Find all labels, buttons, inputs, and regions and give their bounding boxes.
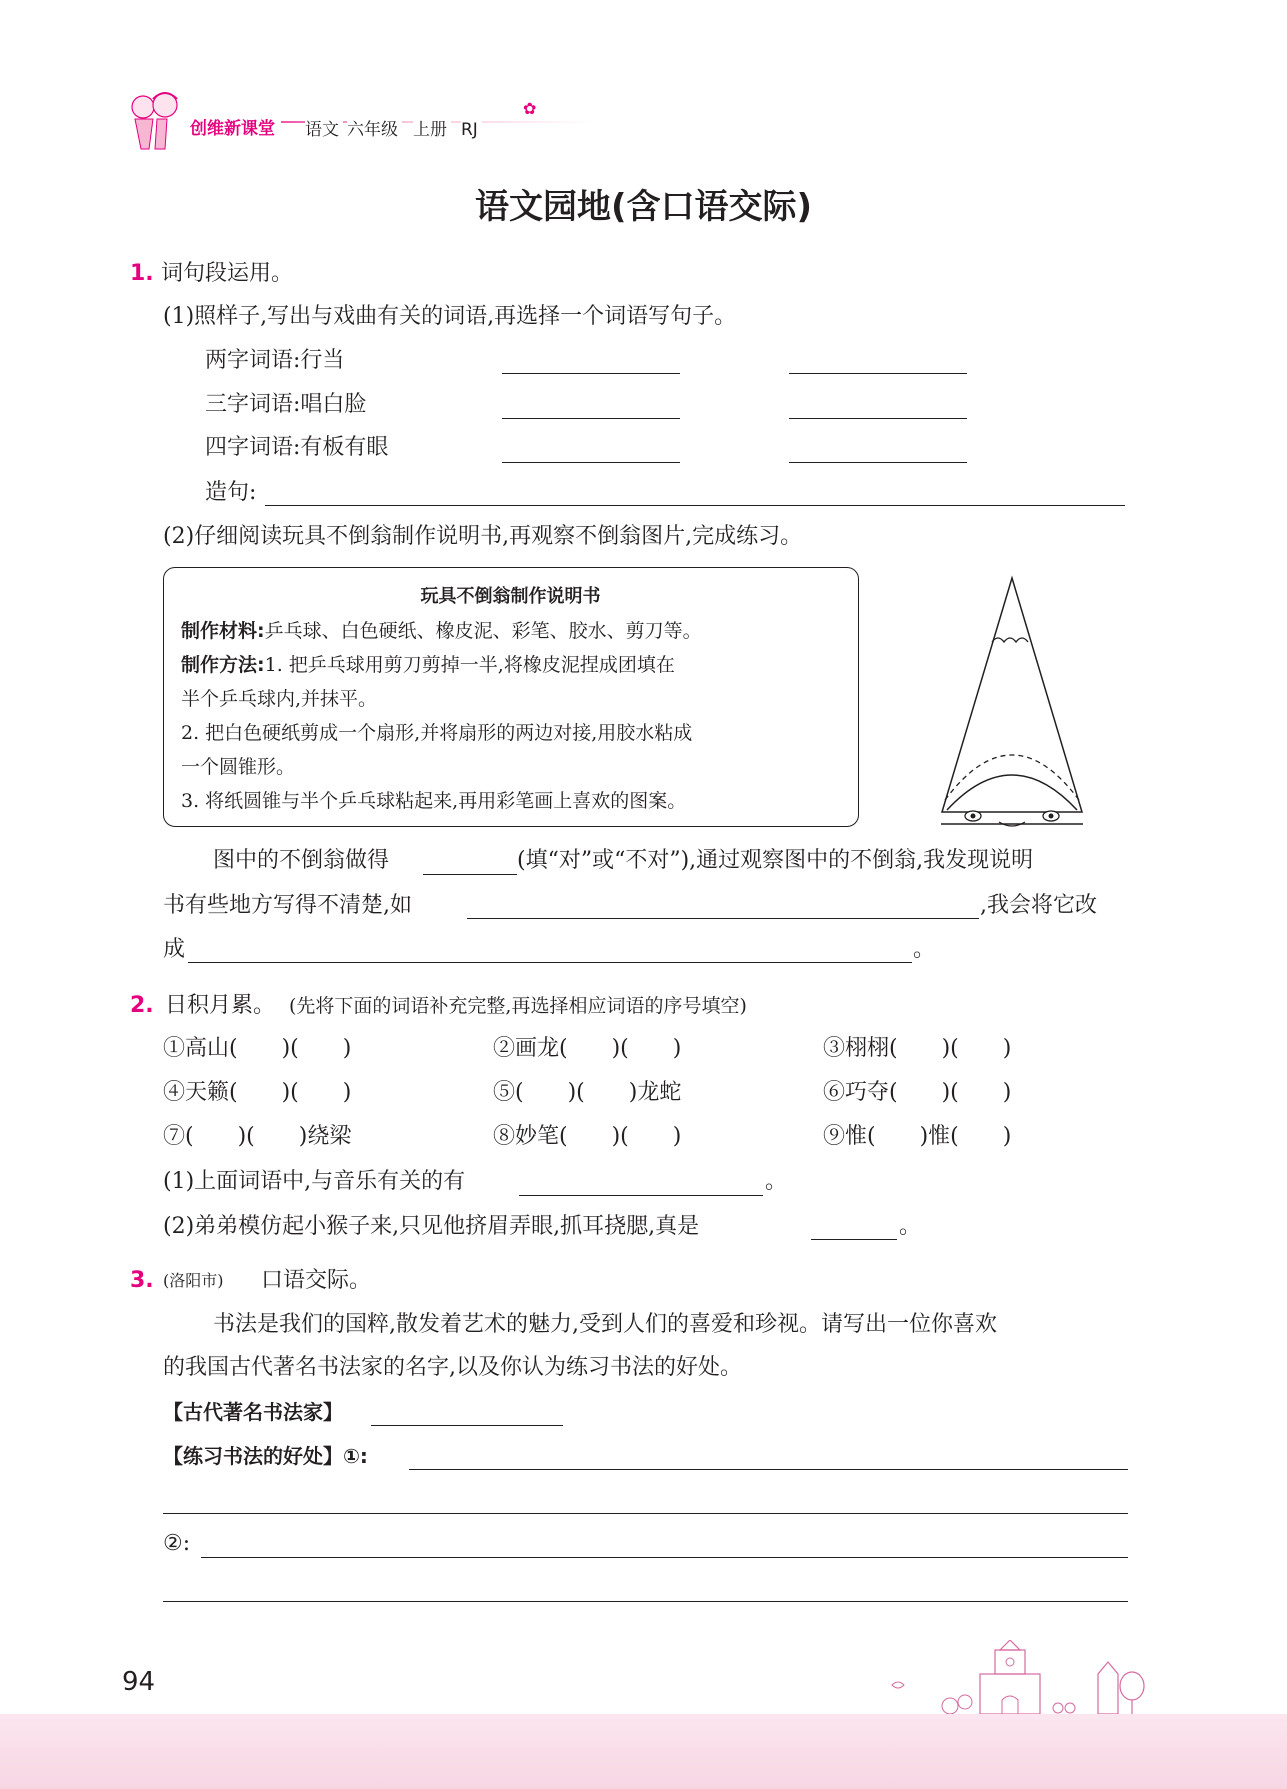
sentence-label: 造句: [205, 480, 257, 505]
answer-line[interactable] [467, 918, 979, 919]
kids-illustration-icon [125, 85, 185, 155]
box-step2-cont: 一个圆锥形。 [181, 756, 296, 778]
box-method-step1: 制作方法:1. 把乒乓球用剪刀剪掉一半,将橡皮泥捏成团填在 [181, 654, 675, 676]
answer-line[interactable] [201, 1557, 1128, 1558]
benefit-label: 【练习书法的好处】①: [163, 1444, 368, 1468]
volume-label: 上册 [413, 119, 451, 141]
box-step3: 3. 将纸圆锥与半个乒乓球粘起来,再用彩笔画上喜欢的图案。 [181, 790, 687, 812]
q1-row-four-char: 四字词语:有板有眼 [205, 435, 389, 460]
answer-line[interactable] [163, 1601, 1128, 1602]
answer-line[interactable] [789, 418, 967, 419]
idiom-item: ①高山( )( ) [163, 1036, 352, 1061]
answer-line[interactable] [789, 462, 967, 463]
q1-heading: 词句段运用。 [161, 261, 294, 286]
q1-para-d: ,我会将它改 [980, 893, 1097, 918]
answer-line[interactable] [519, 1195, 763, 1196]
idiom-item: ④天籁( )( ) [163, 1080, 352, 1105]
idiom-item: ③栩栩( )( ) [823, 1036, 1012, 1061]
benefit-2-label: ②: [163, 1531, 191, 1556]
answer-line[interactable] [188, 962, 912, 963]
answer-line[interactable] [502, 373, 680, 374]
page-title: 语文园地(含口语交际) [474, 187, 813, 227]
grade-label: 六年级 [347, 119, 402, 141]
answer-line[interactable] [789, 373, 967, 374]
answer-line[interactable] [163, 1513, 1128, 1514]
box-step2: 2. 把白色硬纸剪成一个扇形,并将扇形的两边对接,用胶水粘成 [181, 722, 693, 744]
box-title: 玩具不倒翁制作说明书 [420, 586, 601, 607]
brand-name: 创维新课堂 [190, 118, 281, 140]
q3-source: (洛阳市) [163, 1271, 224, 1290]
q3-heading: 口语交际。 [261, 1268, 372, 1293]
tumbler-toy-image [937, 572, 1087, 832]
q1-para-f: 。 [913, 937, 936, 962]
idiom-item: ⑨惟( )惟( ) [823, 1124, 1012, 1149]
q1-para-b: (填“对”或“不对”),通过观察图中的不倒翁,我发现说明 [517, 848, 1034, 873]
q3-para1: 书法是我们的国粹,散发着艺术的魅力,受到人们的喜爱和珍视。请写出一位你喜欢 [213, 1312, 997, 1337]
answer-line[interactable] [409, 1469, 1128, 1470]
sentence-answer-line[interactable] [265, 505, 1125, 506]
q2-heading: 日积月累。 [165, 993, 276, 1018]
q1-number: 1. [130, 261, 154, 286]
q1-para-e: 成 [163, 937, 186, 962]
idiom-item: ⑥巧夺( )( ) [823, 1080, 1012, 1105]
idiom-item: ⑦( )( )绕梁 [163, 1124, 352, 1149]
subject-label: 语文 [305, 119, 343, 141]
idiom-item: ⑤( )( )龙蛇 [493, 1080, 682, 1105]
castle-decoration-icon [880, 1640, 1150, 1720]
answer-line[interactable] [423, 874, 517, 875]
box-materials: 制作材料:乒乓球、白色硬纸、橡皮泥、彩笔、胶水、剪刀等。 [181, 620, 702, 642]
q2-sub2: (2)弟弟模仿起小猴子来,只见他挤眉弄眼,抓耳挠腮,真是 [163, 1214, 700, 1239]
footer-band [0, 1714, 1287, 1789]
butterfly-icon: ✿ [523, 99, 537, 118]
answer-line[interactable] [502, 462, 680, 463]
calligrapher-label: 【古代著名书法家】 [163, 1400, 343, 1424]
instruction-box [163, 567, 859, 827]
idiom-item: ②画龙( )( ) [493, 1036, 682, 1061]
q1-para-c: 书有些地方写得不清楚,如 [163, 893, 412, 918]
q2-sub2-end: 。 [899, 1214, 922, 1239]
edition-label: RJ [461, 119, 482, 141]
answer-line[interactable] [371, 1425, 563, 1426]
q3-para2: 的我国古代著名书法家的名字,以及你认为练习书法的好处。 [163, 1355, 742, 1380]
q2-note: (先将下面的词语补充完整,再选择相应词语的序号填空) [289, 995, 747, 1017]
q1-para-a: 图中的不倒翁做得 [213, 848, 390, 873]
answer-line[interactable] [811, 1239, 897, 1240]
q1-part2-instruction: (2)仔细阅读玩具不倒翁制作说明书,再观察不倒翁图片,完成练习。 [163, 524, 803, 549]
box-step1-cont: 半个乒乓球内,并抹平。 [181, 688, 378, 710]
q3-number: 3. [130, 1268, 154, 1293]
q2-number: 2. [130, 993, 154, 1018]
header [125, 85, 605, 155]
q2-sub1-end: 。 [765, 1169, 788, 1194]
q1-row-three-char: 三字词语:唱白脸 [205, 392, 367, 417]
q2-sub1: (1)上面词语中,与音乐有关的有 [163, 1169, 466, 1194]
page-number: 94 [122, 1667, 156, 1697]
idiom-item: ⑧妙笔( )( ) [493, 1124, 682, 1149]
q1-part1-instruction: (1)照样子,写出与戏曲有关的词语,再选择一个词语写句子。 [163, 304, 737, 329]
answer-line[interactable] [502, 418, 680, 419]
q1-row-two-char: 两字词语:行当 [205, 348, 345, 373]
